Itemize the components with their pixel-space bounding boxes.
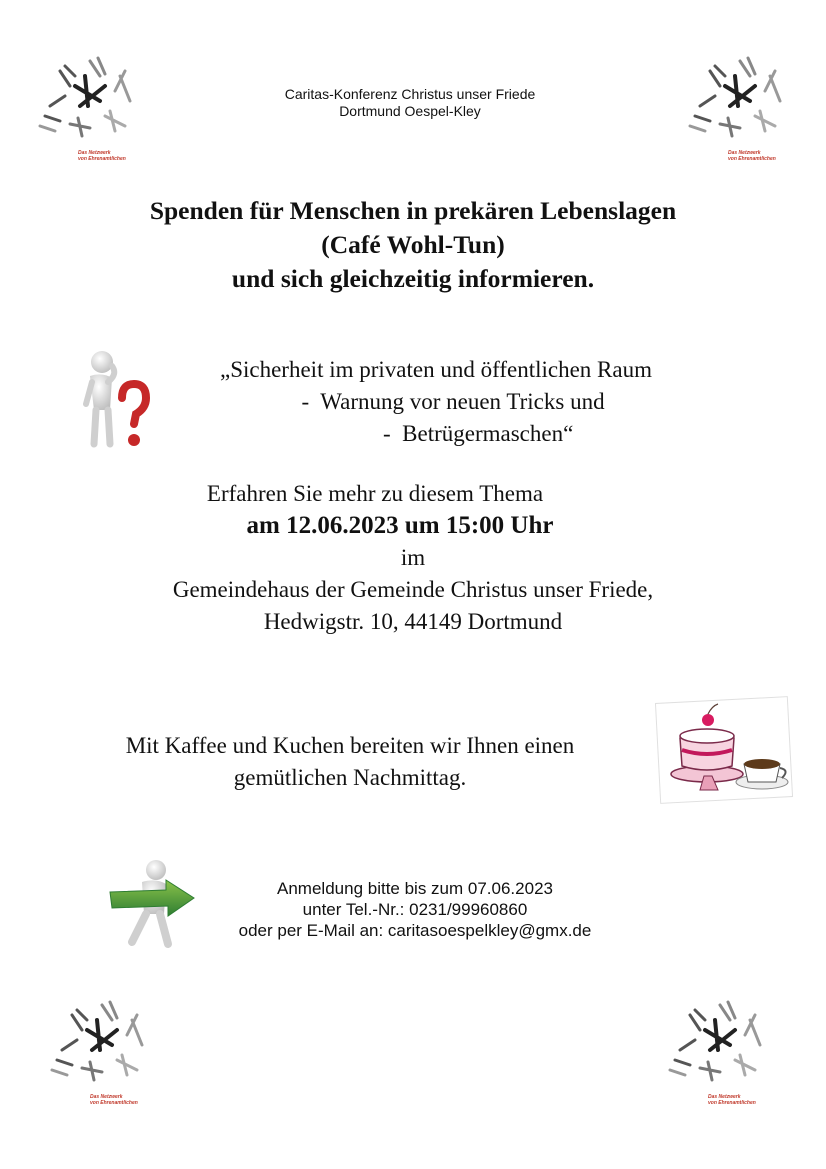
registration-phone: unter Tel.-Nr.: 0231/99960860 (302, 900, 528, 919)
registration-info (200, 878, 630, 941)
quote-line-3: - Betrügermaschen“ (360, 421, 574, 446)
logo-tagline-1: Das Netzwerk (78, 150, 111, 156)
question-figure-icon (78, 348, 150, 454)
quote-line-2: - Warnung vor neuen Tricks und (290, 389, 605, 414)
event-address: Hedwigstr. 10, 44149 Dortmund (263, 609, 563, 634)
event-info (40, 478, 786, 638)
logo-tagline-2: von Ehrenamtlichen (90, 1100, 138, 1106)
event-intro: Erfahren Sie mehr zu diesem Thema (206, 481, 544, 506)
logo-tagline-2: von Ehrenamtlichen (78, 156, 126, 162)
event-venue: Gemeindehaus der Gemeinde Christus unser Friede, (172, 577, 654, 602)
logo-tagline-1: Das Netzwerk (708, 1094, 741, 1100)
title-line-1: Spenden für Menschen in prekären Lebenslagen (149, 196, 677, 225)
title-line-3: und sich gleichzeitig informieren. (231, 264, 595, 293)
logo-tagline-2: von Ehrenamtlichen (708, 1100, 756, 1106)
quote-line-1: „Sicherheit im privaten und öffentlichen Raum (220, 357, 652, 382)
logo-tagline-1: Das Netzwerk (90, 1094, 123, 1100)
cafe-invitation (50, 730, 650, 794)
arrow-figure-icon (106, 858, 198, 950)
cafe-line-1: Mit Kaffee und Kuchen bereiten wir Ihnen einen (125, 733, 575, 758)
logo-tagline-2: von Ehrenamtlichen (728, 156, 776, 162)
org-name: Caritas-Konferenz Christus unser Friede (284, 86, 536, 102)
registration-email: oder per E-Mail an: caritasoespelkley@gmx.de (238, 921, 592, 940)
title-line-2: (Café Wohl-Tun) (321, 230, 505, 259)
event-preposition: im (400, 545, 426, 570)
organization-header (200, 86, 620, 120)
caritas-logo-icon (660, 990, 780, 1110)
caritas-logo-icon (680, 46, 800, 166)
cake-coffee-icon (652, 694, 796, 806)
org-location: Dortmund Oespel-Kley (339, 103, 481, 119)
registration-deadline: Anmeldung bitte bis zum 07.06.2023 (277, 879, 553, 898)
topic-quote (190, 354, 770, 450)
flyer-title (60, 194, 766, 296)
cafe-line-2: gemütlichen Nachmittag. (233, 765, 467, 790)
event-datetime: am 12.06.2023 um 15:00 Uhr (246, 512, 554, 539)
caritas-logo-icon (42, 990, 162, 1110)
logo-tagline-1: Das Netzwerk (728, 150, 761, 156)
caritas-logo-icon (30, 46, 150, 166)
